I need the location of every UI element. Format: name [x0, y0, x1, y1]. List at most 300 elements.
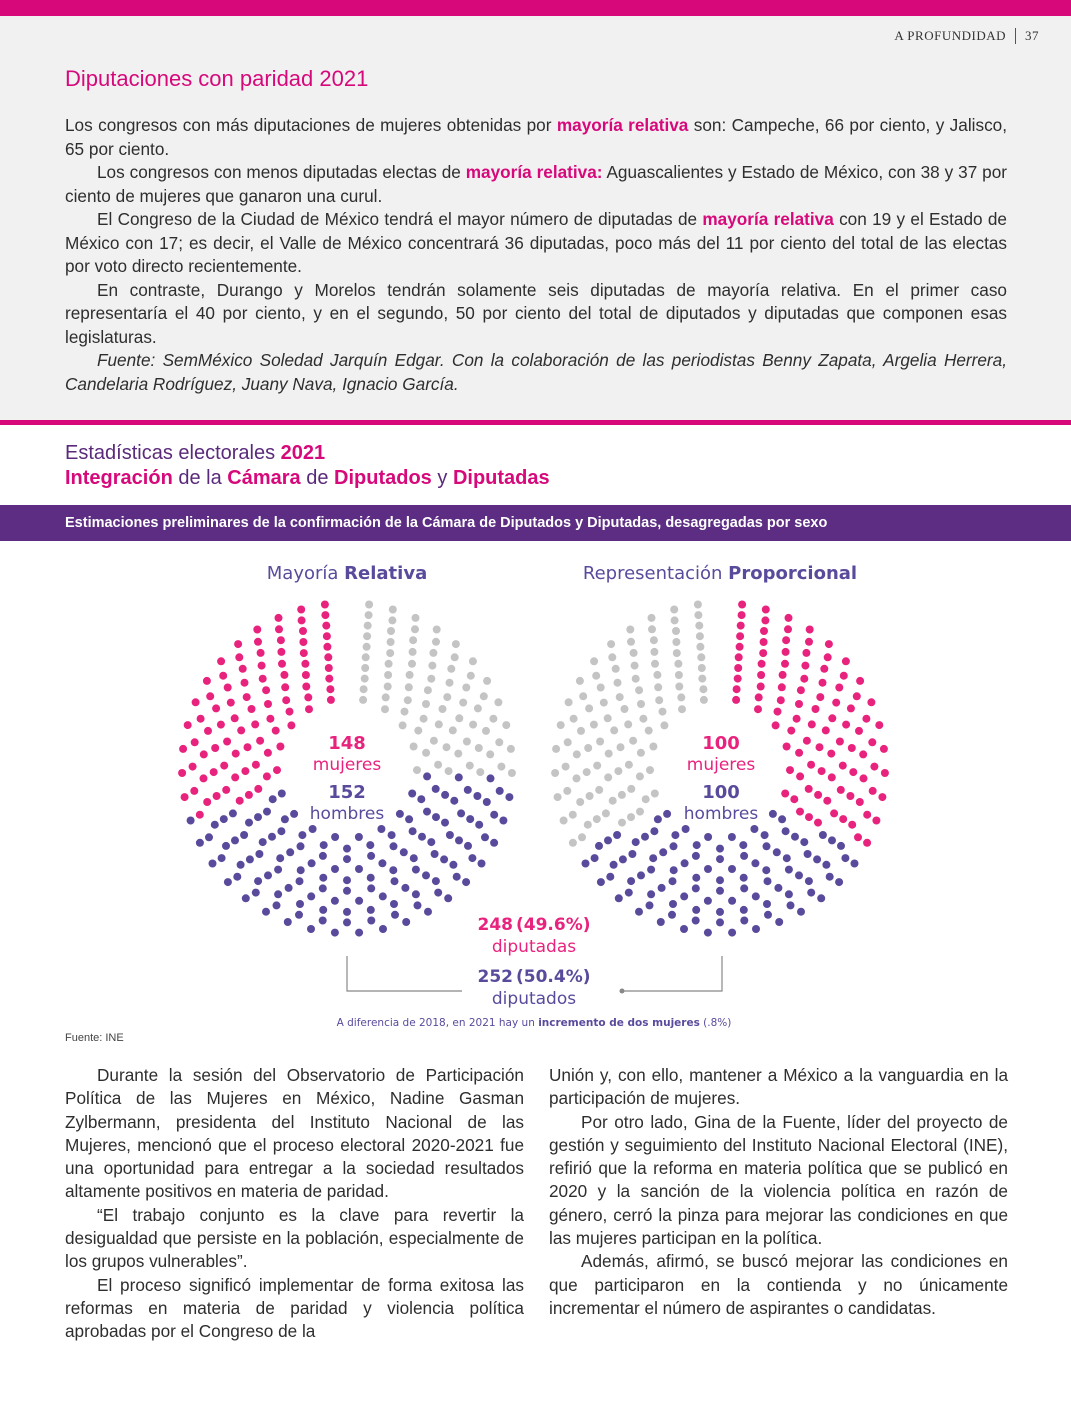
seat-dot-man: [408, 790, 416, 798]
seat-dot-woman: [325, 664, 333, 672]
seat-dot-woman: [758, 660, 766, 668]
seat-dot-man: [343, 876, 351, 884]
seat-dot-man: [440, 855, 448, 863]
seat-dot-other: [497, 763, 505, 771]
seat-dot-man: [367, 884, 375, 892]
seat-dot-woman: [778, 683, 786, 691]
seat-dot-other: [573, 750, 581, 758]
seat-dot-other: [609, 797, 617, 805]
seat-dot-man: [487, 774, 495, 782]
seat-dot-woman: [872, 817, 880, 825]
seat-dot-man: [483, 798, 491, 806]
stats-heading-line-1: Estadísticas electorales 2021: [65, 442, 326, 464]
seat-dot-man: [739, 841, 747, 849]
seat-dot-other: [388, 616, 396, 624]
seat-dot-other: [627, 813, 635, 821]
seat-dot-other: [406, 671, 414, 679]
seat-dot-man: [377, 825, 385, 833]
seat-dot-man: [649, 854, 657, 862]
total-men-label: diputados: [491, 989, 577, 1009]
seat-dot-woman: [870, 763, 878, 771]
seat-dot-woman: [781, 660, 789, 668]
seat-dot-man: [343, 918, 351, 926]
seat-dot-other: [637, 749, 645, 757]
seat-dot-man: [405, 815, 413, 823]
seat-dot-woman: [184, 721, 192, 729]
seat-dot-other: [590, 721, 598, 729]
seat-dot-woman: [846, 792, 854, 800]
seat-dot-other: [562, 763, 570, 771]
seat-dot-other: [618, 791, 626, 799]
seat-dot-other: [626, 626, 634, 634]
seat-dot-woman: [812, 705, 820, 713]
seat-dot-man: [613, 831, 621, 839]
seat-dot-man: [763, 842, 771, 850]
seat-dot-woman: [299, 638, 307, 646]
seat-dot-woman: [816, 693, 824, 701]
seat-dot-woman: [241, 767, 249, 775]
seat-dot-man: [252, 889, 260, 897]
seat-dot-woman: [738, 611, 746, 619]
seat-dot-man: [728, 865, 736, 873]
seat-dot-man: [769, 810, 777, 818]
seat-dot-woman: [777, 696, 785, 704]
seat-dot-woman: [783, 743, 791, 751]
seat-dot-woman: [203, 677, 211, 685]
intro-title: Diputaciones con paridad 2021: [65, 66, 369, 91]
seat-dot-woman: [790, 795, 798, 803]
intro-paragraph-4: En contraste, Durango y Morelos tendrán solamente seis diputadas de mayoría relativa. En el primer caso representaría el 40 por ciento, y en el segundo, 50 por ciento del total de diputados y diputadas que componen esas legislaturas.: [65, 279, 1007, 347]
seat-dot-woman: [737, 622, 745, 630]
seat-dot-other: [384, 671, 392, 679]
seat-dot-woman: [808, 720, 816, 728]
seat-dot-woman: [239, 665, 247, 673]
seat-dot-other: [651, 790, 659, 798]
seat-dot-man: [795, 871, 803, 879]
seat-dot-man: [773, 848, 781, 856]
seat-dot-woman: [212, 704, 220, 712]
seat-dot-woman: [754, 705, 762, 713]
chart-source: Fuente: INE: [65, 1032, 124, 1044]
seat-dot-woman: [774, 708, 782, 716]
seat-dot-man: [379, 892, 387, 900]
seat-dot-woman: [211, 744, 219, 752]
seat-dot-woman: [302, 671, 310, 679]
seat-dot-woman: [760, 627, 768, 635]
seat-dot-man: [669, 877, 677, 885]
seat-dot-other: [648, 614, 656, 622]
seat-dot-man: [427, 838, 435, 846]
seat-dot-woman: [819, 679, 827, 687]
seat-dot-man: [409, 827, 417, 835]
seat-dot-woman: [801, 662, 809, 670]
seat-dot-woman: [881, 769, 889, 777]
seat-dot-woman: [832, 699, 840, 707]
seat-dot-man: [783, 854, 791, 862]
seat-dot-woman: [277, 636, 285, 644]
seat-dot-man: [680, 925, 688, 933]
seat-dot-man: [591, 854, 599, 862]
seat-dot-woman: [323, 643, 331, 651]
seat-dot-woman: [761, 616, 769, 624]
seat-dot-woman: [272, 727, 280, 735]
seat-dot-other: [578, 833, 586, 841]
seat-dot-man: [205, 833, 213, 841]
seat-dot-woman: [278, 660, 286, 668]
seat-dot-woman: [210, 768, 218, 776]
seat-dot-woman: [827, 750, 835, 758]
seat-dot-woman: [757, 671, 765, 679]
seat-dot-man: [807, 889, 815, 897]
seat-dot-woman: [196, 811, 204, 819]
seat-dot-woman: [800, 675, 808, 683]
seat-dot-woman: [203, 798, 211, 806]
seat-dot-other: [627, 638, 635, 646]
seat-dot-other: [434, 761, 442, 769]
seat-dot-woman: [847, 704, 855, 712]
seat-dot-woman: [796, 772, 804, 780]
seat-dot-man: [625, 889, 633, 897]
seat-dot-other: [385, 660, 393, 668]
seat-dot-other: [604, 714, 612, 722]
seat-dot-other: [360, 685, 368, 693]
seat-dot-man: [496, 787, 504, 795]
seat-dot-man: [286, 848, 294, 856]
seat-dot-man: [269, 795, 277, 803]
seat-dot-other: [677, 693, 685, 701]
seat-dot-woman: [252, 761, 260, 769]
seat-dot-other: [583, 768, 591, 776]
seat-dot-other: [443, 743, 451, 751]
seat-dot-man: [468, 854, 476, 862]
seat-dot-other: [414, 727, 422, 735]
seat-dot-man: [432, 813, 440, 821]
seat-dot-man: [761, 831, 769, 839]
seat-dot-woman: [241, 679, 249, 687]
seat-dot-man: [295, 911, 303, 919]
seat-dot-woman: [757, 683, 765, 691]
seat-dot-man: [412, 890, 420, 898]
seat-dot-man: [274, 890, 282, 898]
seat-dot-man: [278, 790, 286, 798]
seat-dot-man: [692, 852, 700, 860]
seat-dot-man: [450, 797, 458, 805]
seat-dot-woman: [237, 726, 245, 734]
seat-dot-woman: [299, 627, 307, 635]
header-divider: [1015, 28, 1016, 44]
seat-dot-woman: [327, 696, 335, 704]
seat-dot-man: [692, 874, 700, 882]
seat-dot-other: [563, 787, 571, 795]
seat-dot-other: [632, 675, 640, 683]
seat-dot-man: [307, 925, 315, 933]
seat-dot-woman: [204, 727, 212, 735]
seat-dot-other: [363, 632, 371, 640]
seat-dot-other: [595, 786, 603, 794]
seat-dot-woman: [181, 793, 189, 801]
seat-dot-other: [422, 700, 430, 708]
seat-dot-man: [704, 865, 712, 873]
seat-dot-other: [646, 766, 654, 774]
seat-dot-man: [209, 860, 217, 868]
seat-dot-woman: [797, 686, 805, 694]
seat-dot-man: [296, 900, 304, 908]
seat-dot-man: [331, 897, 339, 905]
seat-dot-woman: [236, 797, 244, 805]
seat-dot-other: [412, 614, 420, 622]
seat-dot-woman: [231, 714, 239, 722]
seat-dot-woman: [227, 699, 235, 707]
seat-dot-other: [590, 657, 598, 665]
seat-dot-man: [254, 813, 262, 821]
seat-dot-man: [355, 833, 363, 841]
seat-dot-other: [445, 767, 453, 775]
body-paragraph: Unión y, con ello, mantener a México a la vanguardia en la participación de mujeres.: [549, 1065, 1008, 1109]
seat-dot-other: [401, 708, 409, 716]
seat-dot-woman: [298, 616, 306, 624]
seat-dot-man: [604, 836, 612, 844]
seat-dot-man: [597, 878, 605, 886]
seat-dot-other: [698, 675, 706, 683]
seat-dot-other: [507, 745, 515, 753]
seat-dot-man: [466, 815, 474, 823]
seat-dot-man: [716, 908, 724, 916]
seat-dot-other: [586, 792, 594, 800]
seat-dot-other: [569, 839, 577, 847]
seat-dot-woman: [273, 766, 281, 774]
seat-dot-man: [284, 918, 292, 926]
seat-dot-woman: [287, 721, 295, 729]
seat-dot-other: [600, 699, 608, 707]
seat-dot-man: [273, 901, 281, 909]
seat-dot-woman: [264, 700, 272, 708]
seat-dot-man: [464, 842, 472, 850]
seat-dot-other: [381, 705, 389, 713]
seat-dot-man: [464, 786, 472, 794]
seat-dot-man: [396, 810, 404, 818]
seat-dot-man: [826, 873, 834, 881]
seat-dot-other: [674, 660, 682, 668]
seat-dot-other: [409, 648, 417, 656]
seat-dot-man: [619, 855, 627, 863]
seat-dot-other: [577, 727, 585, 735]
seat-dot-man: [658, 884, 666, 892]
seat-dot-man: [423, 808, 431, 816]
seat-dot-other: [621, 705, 629, 713]
seat-dot-man: [231, 836, 239, 844]
body-paragraph: Además, afirmó, se buscó mejorar las condiciones en que participaron en la contienda y no únicamente incrementar el número de aspirantes o candidatas.: [549, 1251, 1008, 1318]
seat-dot-man: [671, 831, 679, 839]
seat-dot-woman: [785, 614, 793, 622]
seat-dot-man: [218, 854, 226, 862]
body-paragraph: El proceso significó implementar de forma exitosa las reformas en materia de paridad y violencia política aprobadas por el Congreso de la: [65, 1274, 524, 1342]
seat-dot-woman: [234, 640, 242, 648]
seat-dot-man: [752, 892, 760, 900]
seat-dot-woman: [863, 811, 871, 819]
seat-dot-other: [362, 653, 370, 661]
seat-dot-other: [604, 773, 612, 781]
seat-dot-man: [628, 850, 636, 858]
seat-dot-man: [444, 894, 452, 902]
seat-dot-woman: [286, 708, 294, 716]
seat-dot-woman: [782, 648, 790, 656]
seat-dot-man: [355, 929, 363, 937]
seat-dot-other: [631, 662, 639, 670]
seat-dot-woman: [254, 638, 262, 646]
seat-dot-man: [196, 839, 204, 847]
seat-dot-woman: [825, 640, 833, 648]
seat-dot-other: [486, 750, 494, 758]
seat-dot-woman: [772, 721, 780, 729]
seat-dot-woman: [322, 622, 330, 630]
seat-dot-other: [645, 727, 653, 735]
seat-dot-other: [435, 720, 443, 728]
seat-dot-other: [411, 625, 419, 633]
seat-dot-woman: [807, 761, 815, 769]
seat-dot-man: [764, 877, 772, 885]
connector-left: [347, 956, 462, 991]
seat-dot-man: [309, 825, 317, 833]
seat-dot-man: [716, 855, 724, 863]
seat-dot-woman: [263, 772, 271, 780]
seat-dot-man: [455, 773, 463, 781]
seat-dot-woman: [179, 745, 187, 753]
seat-dot-other: [700, 696, 708, 704]
seat-dot-man: [424, 908, 432, 916]
seat-dot-woman: [796, 808, 804, 816]
seat-dot-man: [787, 901, 795, 909]
seat-dot-woman: [837, 786, 845, 794]
seat-dot-woman: [213, 792, 221, 800]
right-women-label: mujeres: [686, 755, 756, 775]
seat-dot-other: [424, 686, 432, 694]
chart-note: A diferencia de 2018, en 2021 hay un incremento de dos mujeres (.8%): [336, 1017, 732, 1029]
seat-dot-other: [364, 622, 372, 630]
seat-dot-man: [582, 860, 590, 868]
seat-dot-other: [446, 679, 454, 687]
seat-dot-man: [237, 861, 245, 869]
seat-dot-woman: [305, 705, 313, 713]
seat-dot-woman: [217, 721, 225, 729]
seat-dot-woman: [733, 685, 741, 693]
seat-dot-man: [785, 866, 793, 874]
seat-dot-man: [281, 815, 289, 823]
seat-dot-man: [475, 821, 483, 829]
seat-dot-other: [614, 679, 622, 687]
seat-dot-woman: [281, 683, 289, 691]
seat-dot-man: [481, 833, 489, 841]
seat-dot-other: [694, 601, 702, 609]
seat-dot-other: [649, 743, 657, 751]
seat-dot-man: [654, 815, 662, 823]
seat-dot-woman: [223, 738, 231, 746]
seat-dot-man: [669, 900, 677, 908]
seat-dot-other: [672, 638, 680, 646]
seat-dot-man: [434, 889, 442, 897]
seat-dot-other: [552, 745, 560, 753]
seat-dot-man: [680, 892, 688, 900]
seat-dot-woman: [245, 791, 253, 799]
seat-dot-other: [469, 721, 477, 729]
seat-dot-man: [632, 838, 640, 846]
intro-source: Fuente: SemMéxico Soledad Jarquín Edgar. Con la colaboración de las periodistas Benny Zapata, Argelia Herrera, Candelaria Rodríguez, Juany Nava, Ignacio García.: [65, 350, 1007, 394]
seat-dot-other: [655, 696, 663, 704]
seat-dot-woman: [302, 683, 310, 691]
seat-dot-man: [692, 917, 700, 925]
seat-dot-woman: [860, 774, 868, 782]
seat-dot-woman: [735, 653, 743, 661]
seat-dot-man: [668, 911, 676, 919]
seat-dot-woman: [830, 809, 838, 817]
seat-dot-man: [229, 809, 237, 817]
seat-dot-other: [387, 627, 395, 635]
seat-dot-other: [698, 664, 706, 672]
seat-dot-man: [819, 831, 827, 839]
seat-dot-man: [320, 841, 328, 849]
seat-dot-man: [797, 908, 805, 916]
seat-dot-man: [693, 841, 701, 849]
seat-dot-man: [401, 884, 409, 892]
total-women-label: diputadas: [491, 937, 577, 957]
seat-dot-other: [635, 686, 643, 694]
seat-dot-woman: [875, 721, 883, 729]
seat-dot-man: [367, 906, 375, 914]
seat-dot-woman: [264, 749, 272, 757]
seat-dot-woman: [842, 657, 850, 665]
seat-dot-man: [490, 811, 498, 819]
seat-dot-man: [343, 887, 351, 895]
seat-dot-woman: [232, 750, 240, 758]
seat-dot-woman: [734, 675, 742, 683]
seat-dot-other: [579, 692, 587, 700]
seat-dot-man: [659, 848, 667, 856]
seat-dot-woman: [738, 601, 746, 609]
seat-dot-man: [615, 894, 623, 902]
seat-dot-man: [389, 866, 397, 874]
seat-dot-man: [343, 855, 351, 863]
seat-dot-other: [427, 675, 435, 683]
seat-dot-man: [331, 929, 339, 937]
seat-dot-other: [447, 665, 455, 673]
seat-dot-other: [451, 653, 459, 661]
seat-dot-other: [551, 769, 559, 777]
seat-dot-other: [650, 648, 658, 656]
seat-dot-man: [606, 873, 614, 881]
seat-dot-other: [557, 721, 565, 729]
seat-dot-woman: [231, 773, 239, 781]
seat-dot-other: [675, 671, 683, 679]
seat-dot-man: [704, 833, 712, 841]
seat-dot-man: [851, 860, 859, 868]
seat-dot-woman: [806, 626, 814, 634]
chart-title-right: Representación Proporcional: [582, 563, 858, 584]
seat-dot-man: [670, 842, 678, 850]
seat-dot-man: [277, 827, 285, 835]
seat-dot-other: [483, 677, 491, 685]
seat-dot-other: [576, 798, 584, 806]
seat-dot-man: [752, 925, 760, 933]
seat-dot-woman: [257, 649, 265, 657]
seat-dot-woman: [222, 786, 230, 794]
seat-dot-woman: [782, 636, 790, 644]
seat-dot-other: [570, 715, 578, 723]
seat-dot-other: [469, 657, 477, 665]
seat-dot-man: [637, 871, 645, 879]
total-women: 248 (49.6%): [477, 915, 591, 935]
seat-dot-man: [641, 833, 649, 841]
seat-dot-man: [449, 861, 457, 869]
seat-dot-woman: [300, 649, 308, 657]
